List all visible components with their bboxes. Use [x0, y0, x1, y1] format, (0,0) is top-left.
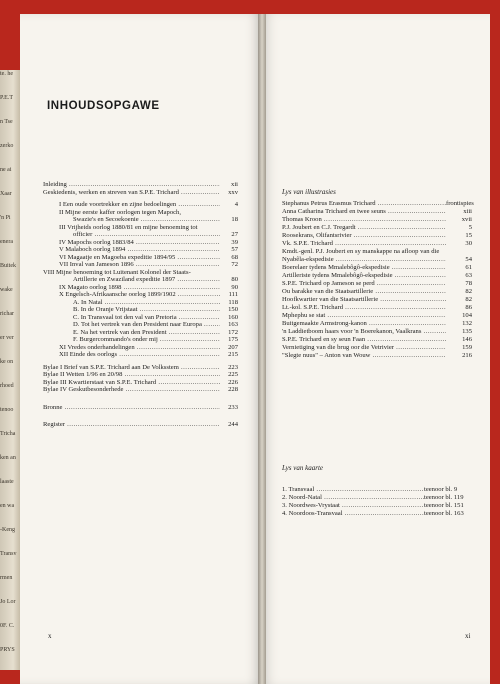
toc-entry: [43, 224, 238, 232]
toc-entry-title: II Mijne eerste kaffer oorlogen tegen Mapoch,: [59, 208, 181, 216]
illustration-entry-page: 63: [446, 272, 472, 280]
illustration-entry-page: 30: [446, 240, 472, 248]
edge-text-fragment: rhoed: [0, 383, 14, 389]
edge-text-fragment: er ver: [0, 335, 14, 341]
toc-entry-page: 68: [220, 254, 238, 262]
illustration-entry-title: Buitgemaakte Armstrong-kanon .....: [282, 320, 446, 328]
edge-text-fragment: ne ai: [0, 167, 12, 173]
edge-text-fragment: Tricha: [0, 431, 16, 437]
illustrations-list: [282, 200, 472, 360]
illustration-entry: [282, 312, 472, 320]
illustration-entry: [282, 208, 472, 216]
edge-text-fragment: laaste: [0, 479, 14, 485]
toc-entry: [43, 239, 238, 247]
illustration-entry-page: xiii: [446, 208, 472, 216]
toc-entry-page: 18: [220, 216, 238, 224]
toc-entry-page: 175: [220, 336, 238, 344]
toc-entry-page: 233: [220, 404, 238, 412]
toc-entry-page: 228: [220, 386, 238, 394]
toc-entry: [43, 351, 238, 359]
illustration-entry-title: Lt.-kol. S.P.E. Trichard .....: [282, 304, 446, 312]
illustration-entry-page: 216: [446, 352, 472, 360]
toc-entry-title: V Malaboch oorlog 1894 .....: [43, 246, 220, 254]
toc-entry-page: 150: [220, 306, 238, 314]
book-spine: [258, 14, 266, 684]
illustration-entry-page: 61: [446, 264, 472, 272]
map-entry-title: 4. Noordoos-Transvaal .....: [282, 510, 424, 518]
edge-text-fragment: P.E.T: [0, 95, 14, 101]
toc-entry-title: Bylae IV Geskutbesonderhede .....: [43, 386, 220, 394]
map-entry: [282, 494, 472, 502]
toc-entry: [43, 216, 238, 224]
map-entry: [282, 502, 472, 510]
maps-list: [282, 486, 472, 518]
edge-text-fragment: zerko: [0, 143, 14, 149]
illustration-entry-title: Vernietiging van die brug oor die Vetrivier .....: [282, 344, 446, 352]
toc-entry-title: I Een oude voortrekker en zijne bedoelingen .....: [43, 201, 220, 209]
illustration-entry-page: 104: [446, 312, 472, 320]
edge-text-fragment: enera: [0, 239, 13, 245]
edge-text-fragment: ken an: [0, 455, 16, 461]
toc-entry-page: 225: [220, 371, 238, 379]
illustration-entry-title: Anna Catharina Trichard en twee seuns .....: [282, 208, 446, 216]
edge-text-fragment: 0F. C.: [0, 623, 15, 629]
illustration-entry: [282, 272, 472, 280]
toc-entry-title: XI Vredes onderhandelingen .....: [43, 344, 220, 352]
toc-entry-page: 172: [220, 329, 238, 337]
illustration-entry-page: 132: [446, 320, 472, 328]
edge-text-fragment: Xaar: [0, 191, 12, 197]
illustration-entry: [282, 280, 472, 288]
toc-entry-page: 90: [220, 284, 238, 292]
toc-entry-title: Bylae II Wetten 1/96 en 20/98 .....: [43, 371, 220, 379]
illustration-entry: [282, 232, 472, 240]
illustration-entry: [282, 320, 472, 328]
toc-entry-page: xii: [220, 181, 238, 189]
map-entry-page: teenoor bl. 151: [424, 502, 472, 510]
illustration-entry-page: 15: [446, 232, 472, 240]
illustration-entry: [282, 256, 472, 264]
illustration-entry-page: 82: [446, 288, 472, 296]
toc-entry: [43, 404, 238, 412]
illustration-entry: [282, 200, 472, 208]
illustration-entry: [282, 248, 472, 256]
toc-entry-page: 163: [220, 321, 238, 329]
illustration-entry-page: xvii: [446, 216, 472, 224]
illustration-entry: [282, 264, 472, 272]
illustration-entry-title: Thomas Kroon .....: [282, 216, 446, 224]
illustration-entry-title: Ou barakke van die Staatsartillerie .....: [282, 288, 446, 296]
toc-entry-page: 80: [220, 276, 238, 284]
map-entry-title: 3. Noordwes-Vrystaat .....: [282, 502, 424, 510]
toc-entry-title: VII Inval van Jameson 1896 .....: [43, 261, 220, 269]
toc-entry-title: C. In Transvaal tot den val van Pretoria .....: [43, 314, 220, 322]
toc-entry: [43, 254, 238, 262]
toc-entry-page: 223: [220, 364, 238, 372]
illustration-entry-title: Vk. S.P.E. Trichard .....: [282, 240, 446, 248]
toc-entry-title: Bronne .....: [43, 404, 220, 412]
illustration-entry-title: S.P.E. Trichard en sy seun Faan .....: [282, 336, 446, 344]
toc-entry-title: VI Magaatje en Magoeba expeditie 1894/95 .....: [43, 254, 220, 262]
illustration-entry-page: 146: [446, 336, 472, 344]
toc-entry-title: B. In de Oranje Vrijstaat .....: [43, 306, 220, 314]
illustration-entry-title: Nyabêla-ekspedisie .....: [282, 256, 446, 264]
illustration-entry-page: frontispies: [446, 200, 474, 207]
illustration-entry: [282, 344, 472, 352]
illustration-entry-page: 135: [446, 328, 472, 336]
toc-entry-title: VIII Mijne benoeming tot Luitenant Kolonel der Staats-: [43, 268, 191, 276]
toc-entry-title: E. Na het vertrek van den President .....: [43, 329, 220, 337]
map-entry-title: 2. Noord-Natal .....: [282, 494, 424, 502]
illustration-entry-page: 86: [446, 304, 472, 312]
toc-entry-page: 72: [220, 261, 238, 269]
illustration-entry: [282, 328, 472, 336]
toc-entry: [43, 269, 238, 277]
edge-text-fragment: Jo Lor: [0, 599, 16, 605]
illustration-entry-title: Stephanus Petrus Erasmus Trichard .....: [282, 200, 446, 208]
toc-entry: [43, 306, 238, 314]
toc-entry: [43, 364, 238, 372]
toc-entry-page: 244: [220, 421, 238, 429]
toc-entry-page: 27: [220, 231, 238, 239]
illustration-entry: [282, 216, 472, 224]
table-of-contents: [43, 181, 238, 429]
toc-entry-title: F. Burgercommando's onder mij .....: [43, 336, 220, 344]
map-entry-page: teenoor bl. 163: [424, 510, 472, 518]
toc-entry-page: 4: [220, 201, 238, 209]
toc-entry: [43, 276, 238, 284]
illustration-entry: [282, 240, 472, 248]
toc-entry: [43, 336, 238, 344]
edge-text-fragment: Buitek: [0, 263, 16, 269]
toc-entry-title: III Vrijheids oorlog 1880/81 en mijne benoeming tot: [59, 223, 198, 231]
toc-entry-page: 57: [220, 246, 238, 254]
edge-text-fragment: -Keng: [0, 527, 15, 533]
toc-entry-page: 118: [220, 299, 238, 307]
toc-entry: [43, 371, 238, 379]
illustration-entry-title: Kmdt.-genl. P.J. Joubert en sy manskappe na afloop van die: [282, 248, 440, 255]
toc-entry: [43, 299, 238, 307]
toc-entry: [43, 231, 238, 239]
toc-entry-title: Bylae III Kwartierstaat van S.P.E. Trichard .....: [43, 379, 220, 387]
toc-entry-title: Artillerie en Zwaziland expeditie 1897 .....: [43, 276, 220, 284]
toc-entry-title: Geskiedenis, werken en streven van S.P.E. Trichard .....: [43, 189, 220, 197]
toc-entry: [43, 321, 238, 329]
toc-entry-page: xxv: [220, 189, 238, 197]
edge-text-fragment: n Tse: [0, 119, 13, 125]
toc-entry-title: X Engelsch-Afrikaansche oorlog 1899/1902 .....: [43, 291, 220, 299]
maps-heading: Lys van kaarte: [282, 464, 324, 472]
edge-text-fragment: tenoo: [0, 407, 14, 413]
toc-entry-title: Bylae I Brief van S.P.E. Trichard aan De Volksstem .....: [43, 364, 220, 372]
edge-text-fragment: en wa: [0, 503, 15, 509]
illustration-entry-title: Boerelaer tydens Mmalebôgô-ekspedisie .....: [282, 264, 446, 272]
toc-entry: [43, 284, 238, 292]
edge-text-fragment: wake: [0, 287, 13, 293]
map-entry: [282, 486, 472, 494]
map-entry: [282, 510, 472, 518]
map-entry-page: teenoor bl. 9: [424, 486, 472, 494]
edge-text-fragment: te. he: [0, 71, 13, 77]
toc-entry: [43, 246, 238, 254]
edge-text-fragment: ke on: [0, 359, 14, 365]
toc-entry: [43, 344, 238, 352]
edge-text-fragment: Transv: [0, 551, 17, 557]
illustration-entry: [282, 288, 472, 296]
illustration-entry-page: 78: [446, 280, 472, 288]
illustrations-heading: Lys van illustrasies: [282, 188, 336, 196]
toc-entry: [43, 291, 238, 299]
illustration-entry-title: Artilleriste tydens Mmalebôgô-ekspedisie .....: [282, 272, 446, 280]
toc-entry-title: A. In Natal .....: [43, 299, 220, 307]
toc-entry-title: Inleiding .....: [43, 181, 220, 189]
toc-entry-page: 215: [220, 351, 238, 359]
page-title: INHOUDSOPGAWE: [47, 100, 160, 112]
toc-entry-title: Swazie's en Secoekoenie .....: [43, 216, 220, 224]
toc-entry: [43, 386, 238, 394]
illustration-entry-page: 82: [446, 296, 472, 304]
toc-entry-title: IX Magato oorlog 1898 .....: [43, 284, 220, 292]
illustration-entry: [282, 304, 472, 312]
illustration-entry-title: "Slegte nuus" – Anton van Wouw .....: [282, 352, 446, 360]
toc-entry-title: XII Einde des oorlogs .....: [43, 351, 220, 359]
illustration-entry-page: 5: [446, 224, 472, 232]
toc-entry-page: 226: [220, 379, 238, 387]
page-number-left: x: [48, 632, 52, 640]
toc-entry-page: 160: [220, 314, 238, 322]
toc-entry: [43, 314, 238, 322]
toc-entry-title: D. Tot het vertrek van den President naar Europa .....: [43, 321, 220, 329]
illustration-entry-title: S.P.E. Trichard op Jameson se perd .....: [282, 280, 446, 288]
edge-text-fragment: rmen: [0, 575, 13, 581]
toc-entry: [43, 209, 238, 217]
illustration-entry-title: Roosekrans, Olifantsrivier .....: [282, 232, 446, 240]
illustration-entry-title: P.J. Joubert en C.J. Tregardt .....: [282, 224, 446, 232]
page-number-right: xi: [465, 632, 471, 640]
toc-entry: [43, 261, 238, 269]
map-entry-title: 1. Transvaal .....: [282, 486, 424, 494]
toc-entry-title: IV Mapochs oorlog 1883/84 .....: [43, 239, 220, 247]
map-entry-page: teenoor bl. 119: [424, 494, 472, 502]
illustration-entry-title: Hoofkwartier van die Staatsartillerie .....: [282, 296, 446, 304]
illustration-entry-page: 54: [446, 256, 472, 264]
toc-entry-title: Register .....: [43, 421, 220, 429]
edge-text-fragment: PRYS: [0, 647, 15, 653]
toc-entry: [43, 379, 238, 387]
toc-entry-page: 111: [220, 291, 238, 299]
illustration-entry-title: 'n Laddietboom haars voor 'n Boerekanon, Vaalkrans .....: [282, 328, 446, 336]
toc-entry: [43, 421, 238, 429]
edge-text-fragment: 'n Pi: [0, 215, 11, 221]
toc-entry: [43, 189, 238, 197]
toc-entry-page: 207: [220, 344, 238, 352]
adjacent-page-edge: [0, 70, 22, 670]
illustration-entry-page: 159: [446, 344, 472, 352]
toc-entry: [43, 181, 238, 189]
toc-entry: [43, 329, 238, 337]
illustration-entry: [282, 336, 472, 344]
illustration-entry: [282, 224, 472, 232]
toc-entry-title: officier .....: [43, 231, 220, 239]
illustration-entry-title: Mphephu se stat .....: [282, 312, 446, 320]
illustration-entry: [282, 352, 472, 360]
toc-entry: [43, 201, 238, 209]
toc-entry-page: 39: [220, 239, 238, 247]
edge-text-fragment: richar: [0, 311, 14, 317]
illustration-entry: [282, 296, 472, 304]
